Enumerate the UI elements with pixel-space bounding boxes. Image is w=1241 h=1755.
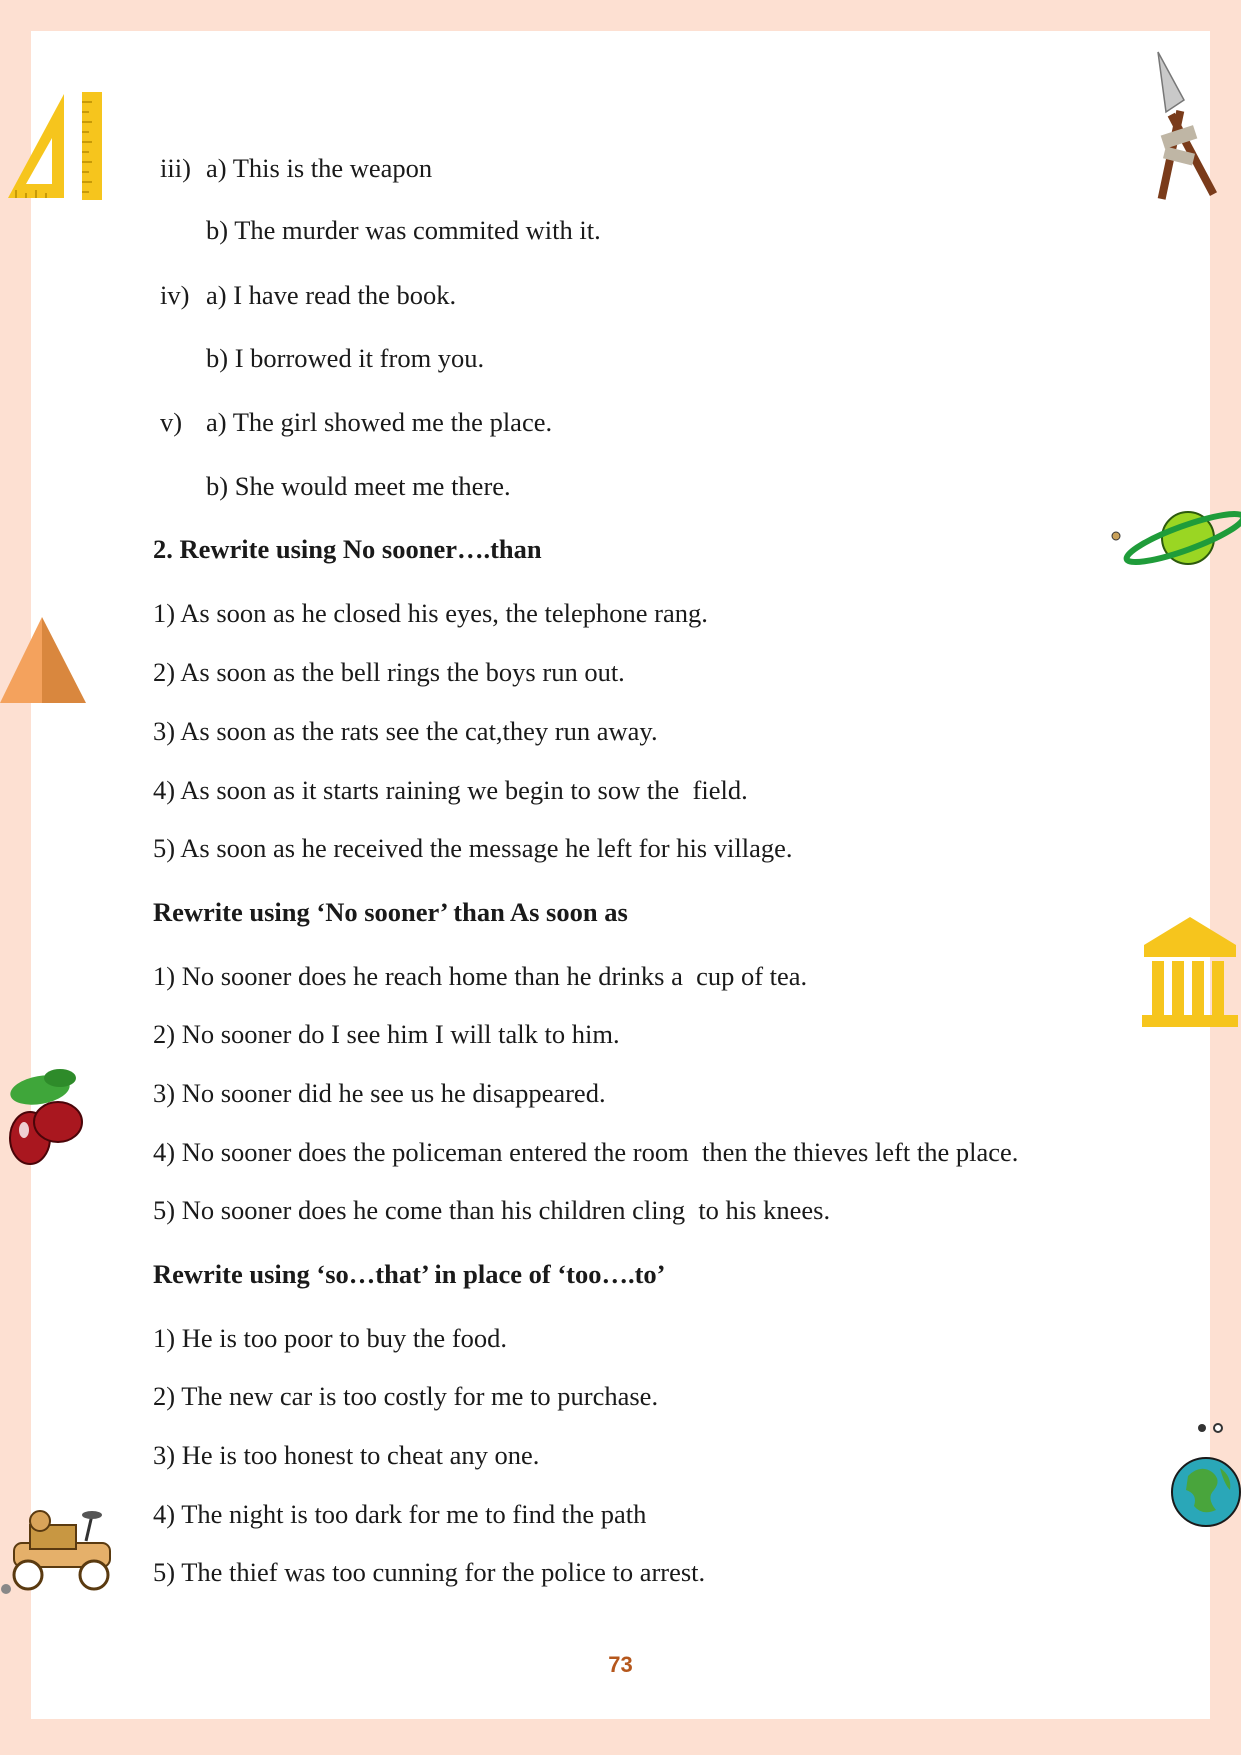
greek-temple-icon (1140, 915, 1241, 1030)
list-item: 2) The new car is too costly for me to purchase. (153, 1381, 659, 1411)
rover-vehicle-icon (0, 1505, 130, 1595)
list-item: 3) He is too honest to cheat any one. (153, 1440, 540, 1470)
item-line: b) The murder was commited with it. (206, 215, 601, 245)
list-item: 2) No sooner do I see him I will talk to him. (153, 1019, 620, 1049)
list-item: 4) The night is too dark for me to find the path (153, 1499, 647, 1529)
item-line: b) She would meet me there. (206, 471, 511, 501)
item-marker: iv) (160, 280, 190, 310)
item-line: a) I have read the book. (206, 280, 457, 310)
list-item: 1) As soon as he closed his eyes, the telephone rang. (153, 598, 708, 628)
list-item: 5) The thief was too cunning for the police to arrest. (153, 1557, 706, 1587)
list-item: 4) As soon as it starts raining we begin to sow the field. (153, 775, 748, 805)
list-item: 3) No sooner did he see us he disappeared. (153, 1078, 606, 1108)
section-heading: 2. Rewrite using No sooner….than (153, 534, 542, 564)
list-item: 2) As soon as the bell rings the boys run out. (153, 657, 625, 687)
section-heading: Rewrite using ‘so…that’ in place of ‘too….to’ (153, 1259, 666, 1289)
list-item: 5) No sooner does he come than his children cling to his knees. (153, 1195, 831, 1225)
list-item: 4) No sooner does the policeman entered the room then the thieves left the place. (153, 1137, 1019, 1167)
item-line: a) The girl showed me the place. (206, 407, 553, 437)
globe-icon (1168, 1420, 1241, 1530)
section-heading: Rewrite using ‘No sooner’ than As soon as (153, 897, 628, 927)
list-item: 1) No sooner does he reach home than he drinks a cup of tea. (153, 961, 808, 991)
planet-icon (1110, 500, 1241, 570)
item-line: b) I borrowed it from you. (206, 343, 485, 373)
stone-axe-icon (1146, 50, 1241, 202)
item-marker: iii) (160, 153, 191, 183)
item-line: a) This is the weapon (206, 153, 433, 183)
list-item: 1) He is too poor to buy the food. (153, 1323, 508, 1353)
list-item: 5) As soon as he received the message he left for his village. (153, 833, 793, 863)
page-number: 73 (608, 1652, 633, 1677)
set-square-ruler-icon (4, 88, 104, 203)
beans-icon (2, 1060, 88, 1166)
item-marker: v) (160, 407, 183, 437)
pyramid-icon (0, 615, 88, 705)
list-item: 3) As soon as the rats see the cat,they run away. (153, 716, 658, 746)
